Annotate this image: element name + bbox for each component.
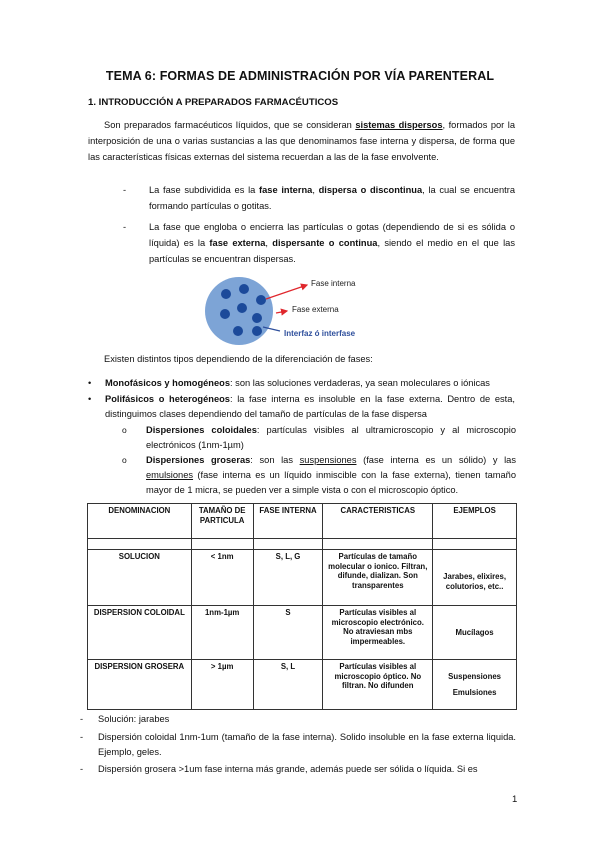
page-number: 1 xyxy=(512,794,518,805)
table-cell: Jarabes, elixires, colutorios, etc.. xyxy=(433,550,517,606)
dispersion-table xyxy=(87,503,517,710)
table-cell: 1nm-1µm xyxy=(191,606,253,660)
label-interfase: Interfaz ó interfase xyxy=(284,329,356,338)
label-fase-interna: Fase interna xyxy=(311,279,356,288)
header-cell: TAMAÑO DE PARTICULA xyxy=(191,504,253,539)
table-row xyxy=(88,606,517,660)
table-cell: Partículas de tamaño molecular o ionico. Filtran, difunde, dializan. Son transparentes xyxy=(323,550,433,606)
header-cell: EJEMPLOS xyxy=(433,504,517,539)
table-cell: < 1nm xyxy=(191,550,253,606)
intro-paragraph: Son preparados farmacéuticos líquidos, que se consideran sistemas dispersos, formados por la interposición de una o varias sustancias a las que denominamos fase interna y dispersa, de forma que las características físicas externas del sistema recuerdan a las de la fase envolvente. xyxy=(88,120,516,162)
table-row xyxy=(88,660,517,710)
table-cell: Partículas visibles al microscopio electrónico. No atraviesan mbs impermeables. xyxy=(323,606,433,660)
arrow-fase-externa xyxy=(276,311,287,313)
types-intro: Existen distintos tipos dependiendo de la diferenciación de fases: xyxy=(104,354,373,364)
diagram-arrows xyxy=(190,275,420,355)
label-fase-externa: Fase externa xyxy=(292,305,339,314)
table-cell: S, L, G xyxy=(253,550,323,606)
arrow-interfase xyxy=(263,327,280,331)
bullet-monofasicos: • Monofásicos y homogéneos: son las soluciones verdaderas, ya sean moleculares o iónicas xyxy=(88,378,490,388)
table-cell: Suspensiones Emulsiones xyxy=(433,660,517,710)
table-cell: DISPERSION GROSERA xyxy=(88,660,192,710)
table-row xyxy=(88,550,517,606)
header-cell: DENOMINACION xyxy=(88,504,192,539)
section-heading: 1. INTRODUCCIÓN A PREPARADOS FARMACÉUTICOS xyxy=(88,97,339,108)
arrow-fase-interna xyxy=(266,285,307,299)
table-cell: Partículas visibles al microscopio óptico. No filtran. No difunden xyxy=(323,660,433,710)
table-header-row xyxy=(88,504,517,539)
header-cell: FASE INTERNA xyxy=(253,504,323,539)
table-cell: Mucílagos xyxy=(433,606,517,660)
page-title: TEMA 6: FORMAS DE ADMINISTRACIÓN POR VÍA PARENTERAL xyxy=(105,69,495,83)
subbullet-coloidales: o Dispersiones coloidales: partículas visibles al ultramicroscopio y al microscopio electrónicos (1nm-1µm) xyxy=(122,425,516,451)
bullet-polifasicos: • Polifásicos o heterogéneos: la fase interna es insoluble en la fase externa. Dentro de esta, distinguimos clases dependiendo del tamaño de partículas de la fase dispersa xyxy=(88,394,515,420)
subbullet-groseras: o Dispersiones groseras: son las suspensiones (fase interna es un sólido) y las emulsiones (fase interna es un líquido inmiscible con la fase externa), tienen tamaño mayor de 1 micra, se pueden ver a simple vista o con el microscopio óptico. xyxy=(122,455,516,496)
table-cell: DISPERSION COLOIDAL xyxy=(88,606,192,660)
header-cell: CARACTERISTICAS xyxy=(323,504,433,539)
table-cell: S xyxy=(253,606,323,660)
dispersion-diagram xyxy=(190,275,420,355)
table-cell: > 1µm xyxy=(191,660,253,710)
table-cell: SOLUCION xyxy=(88,550,192,606)
term-sistemas-dispersos: sistemas dispersos xyxy=(355,120,443,130)
table-cell: S, L xyxy=(253,660,323,710)
